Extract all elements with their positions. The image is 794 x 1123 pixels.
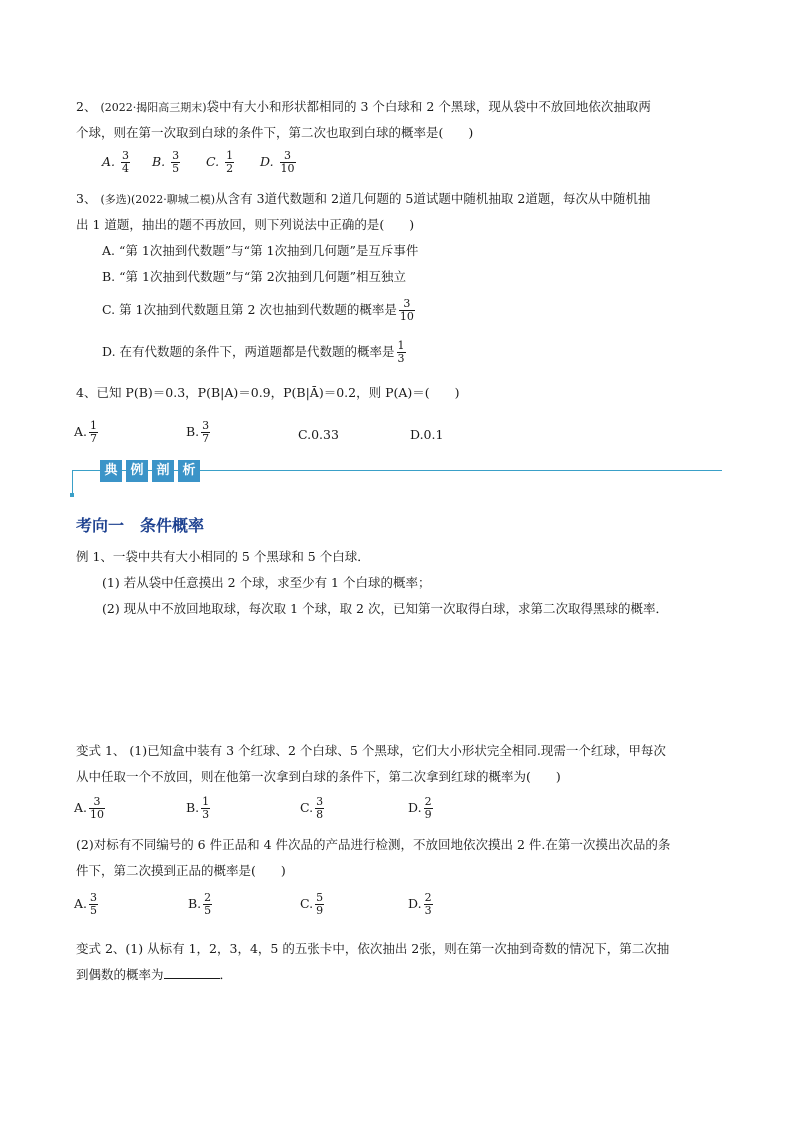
q4-option-a: A. $\frac{1}{7}$ xyxy=(74,419,98,445)
fraction: $\frac{1}{2}$ xyxy=(226,149,234,175)
variant1-line4: 件下，第二次摸到正品的概率是( ) xyxy=(76,863,286,878)
q3-source: (多选)(2022·聊城二模) xyxy=(100,193,216,206)
section-title: 考向一 条件概率 xyxy=(76,516,205,535)
fraction: $\frac{3}{5}$ xyxy=(90,891,98,917)
variant1-q1-option-a: A. $\frac{3}{10}$ xyxy=(74,795,105,821)
banner-chip-4: 析 xyxy=(178,460,200,482)
q2-line2: 个球，则在第一次取到白球的条件下，第二次也取到白球的概率是( ) xyxy=(76,125,474,140)
fraction: $\frac{1}{3}$ xyxy=(397,339,405,365)
banner-chip-3: 剖 xyxy=(152,460,174,482)
variant1-q1-option-b: B. $\frac{1}{3}$ xyxy=(186,795,210,821)
q4-option-c: C.0.33 xyxy=(298,427,339,442)
variant1-line3: (2)对标有不同编号的 6 件正品和 4 件次品的产品进行检测，不放回地依次摸出 2 件.在第一次摸出次品的条 xyxy=(76,837,671,852)
q3-option-c: C. 第 1次抽到代数题且第 2 次也抽到代数题的概率是 $\frac{3}{10}$ xyxy=(102,297,414,323)
q4-option-b: B. $\frac{3}{7}$ xyxy=(186,419,210,445)
fraction: $\frac{3}{5}$ xyxy=(172,149,180,175)
fraction: $\frac{5}{9}$ xyxy=(316,891,324,917)
q3-option-a: A. “第 1次抽到代数题”与“第 1次抽到几何题”是互斥事件 xyxy=(102,243,419,258)
q2-line1 xyxy=(76,98,651,117)
variant2-line1: 变式 2、(1) 从标有 1，2，3，4，5 的五张卡中，依次抽出 2张，则在第一次抽到奇数的情况下，第二次抽 xyxy=(76,941,670,956)
fraction: $\frac{3}{10}$ xyxy=(280,149,295,175)
variant1-line2: 从中任取一个不放回，则在他第一次拿到白球的条件下，第二次拿到红球的概率为( ) xyxy=(76,769,561,784)
variant1-line1: 变式 1、 (1)已知盒中装有 3 个红球、2 个白球、5 个黑球，它们大小形状完全相同.现需一个红球，甲每次 xyxy=(76,743,666,758)
banner-chip-1: 典 xyxy=(100,460,122,482)
fraction: $\frac{3}{10}$ xyxy=(90,795,105,821)
fraction: $\frac{1}{7}$ xyxy=(90,419,98,445)
variant1-q2-option-b: B. $\frac{2}{5}$ xyxy=(188,891,212,917)
q2-text1: 袋中有大小和形状都相同的 3 个白球和 2 个黑球，现从袋中不放回地依次抽取两 xyxy=(206,99,651,114)
q4-stem: 4、已知 P(B)＝0.3，P(B|A)＝0.9，P(B|Ā)＝0.2，则 P(A)＝( ) xyxy=(76,385,460,400)
answer-blank[interactable] xyxy=(164,966,220,979)
banner-chip-2: 例 xyxy=(126,460,148,482)
q2-option-a: A. $\frac{3}{4}$ xyxy=(102,149,129,175)
fraction: $\frac{3}{7}$ xyxy=(202,419,210,445)
q2-option-b: B. $\frac{3}{5}$ xyxy=(152,149,180,175)
fraction: $\frac{2}{5}$ xyxy=(204,891,212,917)
fraction: $\frac{2}{3}$ xyxy=(424,891,432,917)
q2-source: (2022·揭阳高三期末) xyxy=(100,101,207,114)
variant1-q2-option-a: A. $\frac{3}{5}$ xyxy=(74,891,98,917)
fraction: $\frac{2}{9}$ xyxy=(424,795,432,821)
q3-option-b: B. “第 1次抽到代数题”与“第 2次抽到几何题”相互独立 xyxy=(102,269,407,284)
q3-option-d: D. 在有代数题的条件下，两道题都是代数题的概率是 $\frac{1}{3}$ xyxy=(102,339,405,365)
variant1-q1-option-c: C. $\frac{3}{8}$ xyxy=(300,795,324,821)
example1-head: 例 1、一袋中共有大小相同的 5 个黑球和 5 个白球． xyxy=(76,549,370,564)
q2-number: 2、 xyxy=(76,99,97,114)
variant1-q2-option-c: C. $\frac{5}{9}$ xyxy=(300,891,324,917)
q3-line2: 出 1 道题，抽出的题不再放回，则下列说法中正确的是( ) xyxy=(76,217,415,232)
q2-option-c: C. $\frac{1}{2}$ xyxy=(206,149,234,175)
q4-option-d: D.0.1 xyxy=(410,427,444,442)
example1-part2: (2) 现从中不放回地取球，每次取 1 个球，取 2 次，已知第一次取得白球，求第二次取得黑球的概率． xyxy=(102,601,668,616)
fraction: $\frac{3}{8}$ xyxy=(316,795,324,821)
banner-dot xyxy=(70,493,74,497)
q3-line1: 3、 (多选)(2022·聊城二模)从含有 3道代数题和 2道几何题的 5道试题中随机抽取 2道题，每次从中随机抽 xyxy=(76,191,651,206)
example1-part1: (1) 若从袋中任意摸出 2 个球，求至少有 1 个白球的概率； xyxy=(102,575,431,590)
variant1-q1-option-d: D. $\frac{2}{9}$ xyxy=(408,795,432,821)
q2-option-d: D. $\frac{3}{10}$ xyxy=(260,149,295,175)
fraction: $\frac{3}{10}$ xyxy=(399,297,414,323)
variant1-q2-option-d: D. $\frac{2}{3}$ xyxy=(408,891,432,917)
fraction: $\frac{3}{4}$ xyxy=(122,149,129,175)
variant2-line2: 到偶数的概率为 ． xyxy=(76,967,233,982)
fraction: $\frac{1}{3}$ xyxy=(202,795,210,821)
